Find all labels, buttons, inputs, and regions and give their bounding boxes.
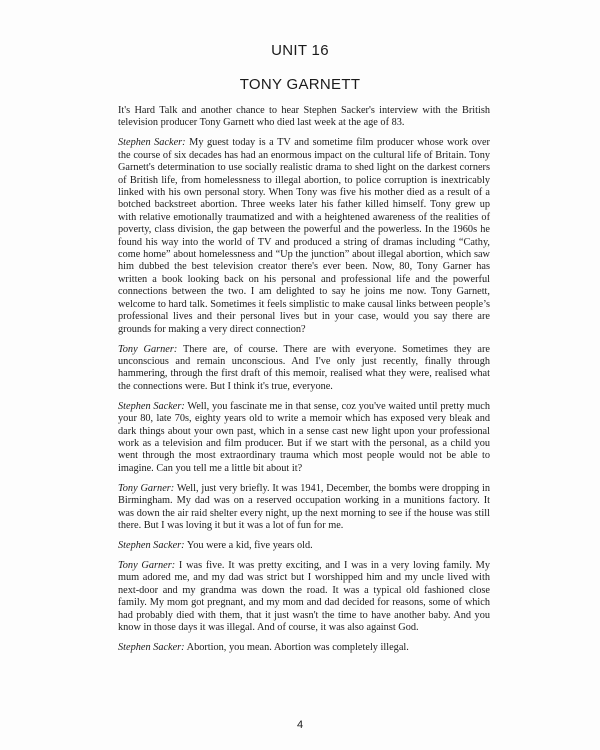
speaker-label: Tony Garner: bbox=[118, 559, 176, 571]
paragraph-text: Well, just very briefly. It was 1941, December, the bombs were dropping in Birmingham. My dad was on a reserved occupation working in a munitions factory. It was down the air raid shelter every night, up the next morning to see if the house was still there. But I was loving it but it was a lot of fun for me. bbox=[118, 482, 490, 531]
paragraph-5 bbox=[118, 540, 490, 552]
speaker-label: Stephen Sacker: bbox=[118, 400, 185, 412]
paragraph-6 bbox=[118, 560, 490, 634]
paragraph-4 bbox=[118, 483, 490, 533]
intro-paragraph: It's Hard Talk and another chance to hear Stephen Sacker's interview with the British television producer Tony Garnett who died last week at the age of 83. bbox=[118, 105, 490, 129]
paragraph-text: Well, you fascinate me in that sense, coz you've waited until pretty much your 80, late 70s, eighty years old to write a memoir which has exposed very bleak and dark things about your own past, which in a sense cast new light upon your professional work as a television and film producer. But if we start with the personal, as a child you went through the most extraordinary trauma which most people would not be able to imagine. Can you tell me a little bit about it? bbox=[118, 400, 490, 474]
paragraph-text: I was five. It was pretty exciting, and I was in a very loving family. My mum adored me, and my dad was strict but I worshipped him and my uncle lived with next-door and my grandma was down the road. It was a typical old fashioned close family. My mom got pregnant, and my mom and dad decided for reasons, some of which had probably died with them, that it just wasn't the time to have another baby. And you know in those days it was illegal. And of course, it was also against God. bbox=[118, 559, 490, 633]
paragraph-1 bbox=[118, 137, 490, 336]
paragraph-7 bbox=[118, 642, 490, 654]
page-title: TONY GARNETT bbox=[239, 76, 361, 93]
paragraph-2 bbox=[118, 344, 490, 394]
speaker-label: Stephen Sacker: bbox=[118, 137, 186, 149]
paragraph-text: You were a kid, five years old. bbox=[184, 539, 313, 551]
page-number: 4 bbox=[296, 719, 304, 731]
speaker-label: Tony Garner: bbox=[118, 343, 178, 355]
paragraph-text: My guest today is a TV and sometime film producer whose work over the course of six decades has had an enormous impact on the cultural life of Britain. Tony Garnett's determination to use socially realistic drama to shed light on the darkest corners of British life, from homelessness to illegal abortion, to police corruption is inextricably linked with his own personal story. When Tony was five his mother died as a result of a botched backstreet abortion. Three weeks later his father killed himself. Tony grew up with relative emotionally traumatized and with a heightened awareness of the realities of poverty, class division, the gap between the powerful and the powerless. In the 1960s he found his way into the world of TV and produced a string of dramas including “Cathy, come home” about homelessness and “Up the junction” about illegal abortion, which saw him dubbed the best television creator there's ever been. Now, 80, Tony Garner has written a book looking back on his personal and professional life and the powerful connections between the two. I am delighted to say he joins me now. Tony Garnett, welcome to hard talk. Sometimes it feels simplistic to make causal links between people’s professional lives and their personal lives but in your case, would you say there are grounds for making a very direct connection? bbox=[118, 137, 490, 335]
speaker-label: Tony Garner: bbox=[118, 482, 175, 494]
speaker-label: Stephen Sacker: bbox=[118, 642, 185, 653]
interview-body bbox=[118, 105, 490, 662]
speaker-label: Stephen Sacker: bbox=[118, 539, 185, 551]
paragraph-text: Abortion, you mean. Abortion was completely illegal. bbox=[184, 642, 409, 653]
paragraph-text: There are, of course. There are with everyone. Sometimes they are unconscious and remain unconscious. And I've only just recently, finally through hammering, through the first draft of this memoir, realised what they were, realised what the connections were. But I think it's true, everyone. bbox=[118, 343, 490, 392]
unit-label: UNIT 16 bbox=[271, 42, 329, 59]
paragraph-3 bbox=[118, 401, 490, 475]
